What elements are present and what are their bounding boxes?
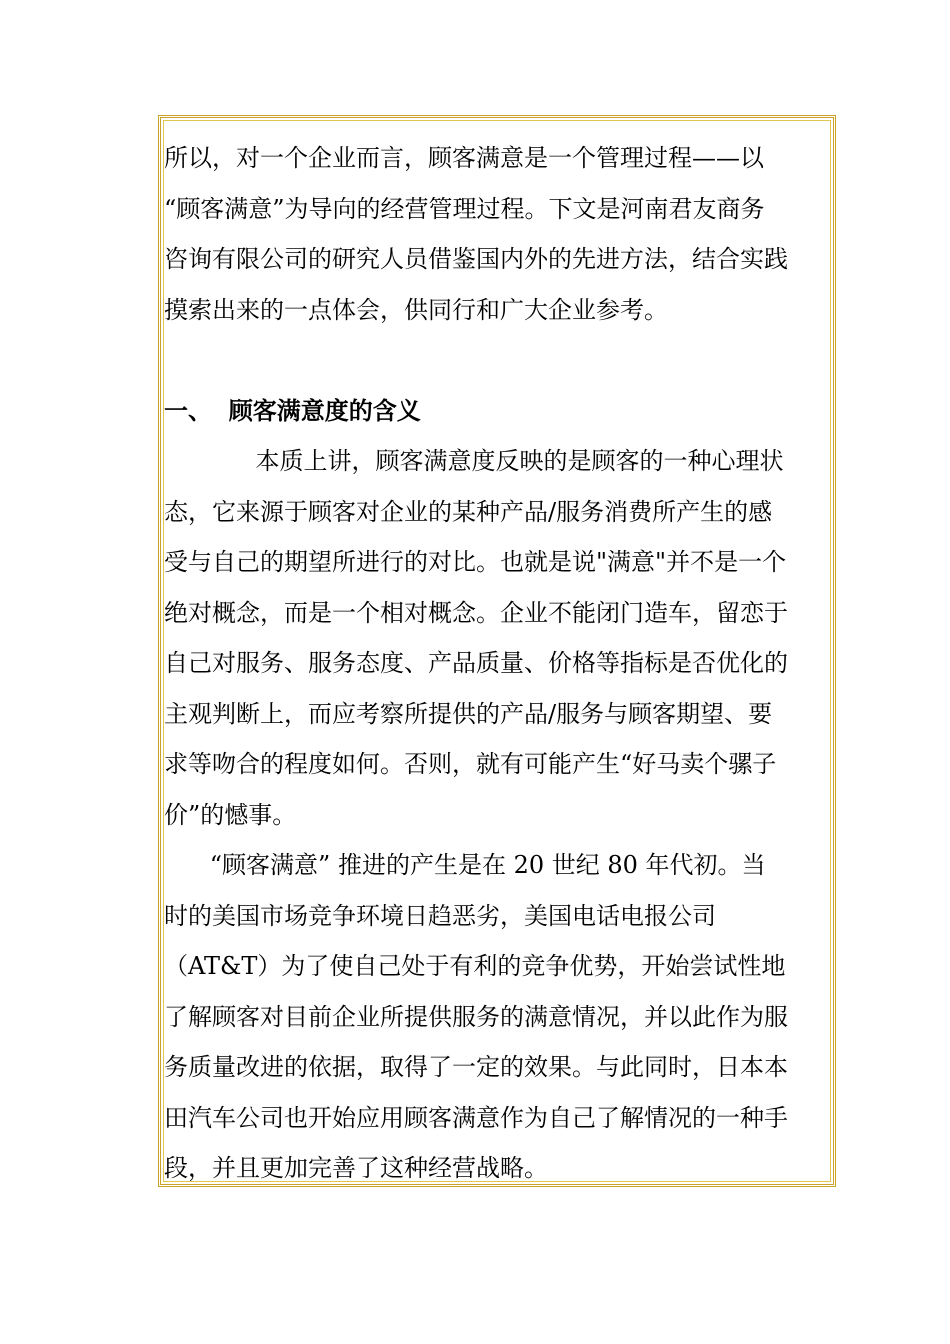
text-line: 段，并且更加完善了这种经营战略。 bbox=[164, 1154, 548, 1182]
blank-line bbox=[164, 335, 830, 386]
text-line: 价”的憾事。 bbox=[164, 800, 297, 829]
document-body bbox=[164, 133, 830, 1194]
text-line: 田汽车公司也开始应用顾客满意作为自己了解情况的一种手 bbox=[164, 1103, 788, 1132]
text-line: 务质量改进的依据，取得了一定的效果。与此同时，日本本 bbox=[164, 1053, 788, 1081]
text-line: （AT&T）为了使自己处于有利的竞争优势，开始尝试性地 bbox=[164, 952, 786, 980]
text-line: 了解顾客对目前企业所提供服务的满意情况，并以此作为服 bbox=[164, 1002, 788, 1031]
text-line: 求等吻合的程度如何。否则，就有可能产生“好马卖个骡子 bbox=[164, 750, 777, 778]
section-heading: 一、 顾客满意度的含义 bbox=[164, 396, 421, 425]
text-line: 所以，对一个企业而言，顾客满意是一个管理过程——以 bbox=[164, 144, 764, 172]
text-line: “顾客满意” 推进的产生是在 20 世纪 80 年代初。当 bbox=[164, 851, 766, 879]
text-line: 自己对服务、服务态度、产品质量、价格等指标是否优化的 bbox=[164, 649, 788, 677]
text-line: 本质上讲，顾客满意度反映的是顾客的一种心理状 bbox=[164, 447, 784, 475]
text-line: 受与自己的期望所进行的对比。也就是说"满意"并不是一个 bbox=[164, 548, 787, 576]
text-line: 绝对概念，而是一个相对概念。企业不能闭门造车，留恋于 bbox=[164, 598, 788, 627]
text-line: 摸索出来的一点体会，供同行和广大企业参考。 bbox=[164, 295, 668, 324]
text-line: “顾客满意”为导向的经营管理过程。下文是河南君友商务 bbox=[164, 194, 765, 223]
text-line: 时的美国市场竞争环境日趋恶劣，美国电话电报公司 bbox=[164, 901, 716, 930]
text-line: 态，它来源于顾客对企业的某种产品/服务消费所产生的感 bbox=[164, 497, 773, 526]
text-line: 主观判断上，而应考察所提供的产品/服务与顾客期望、要 bbox=[164, 699, 773, 728]
text-line: 咨询有限公司的研究人员借鉴国内外的先进方法，结合实践 bbox=[164, 245, 788, 273]
